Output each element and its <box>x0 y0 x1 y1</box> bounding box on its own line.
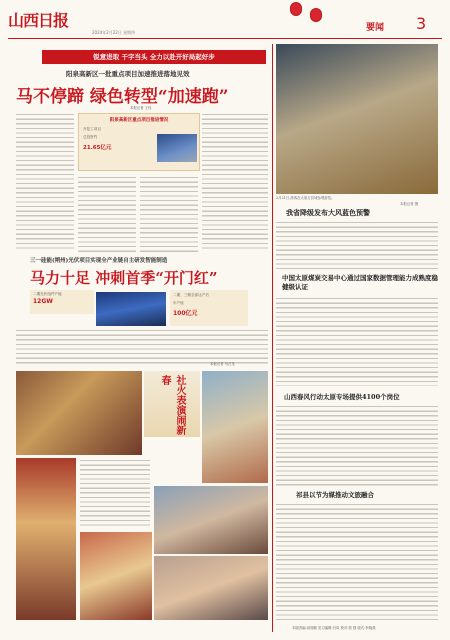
info-row: 年产值 <box>173 301 184 305</box>
lantern-icon <box>310 8 322 22</box>
info-line: 开复工项目 <box>83 127 101 131</box>
performance-photo-3 <box>16 458 76 620</box>
second-reporter: 本报记者 马占龙 <box>210 362 235 366</box>
masthead-rule <box>8 38 442 39</box>
second-info-box-2 <box>170 290 248 326</box>
masthead <box>0 0 450 40</box>
lead-body-col4 <box>202 112 268 252</box>
newspaper-logo: 山西日报 <box>8 11 69 30</box>
info-box-title: 阳泉高新区重点项目推进情况 <box>109 118 169 123</box>
lead-kicker: 阳泉高新区一批重点项目加速推进落地见效 <box>66 70 190 78</box>
lead-body-col1 <box>16 112 74 252</box>
performance-photo-4 <box>154 486 268 554</box>
right-article-2 <box>276 296 438 386</box>
page-number: 3 <box>416 14 427 33</box>
second-body <box>16 328 268 366</box>
lantern-icon <box>290 2 302 16</box>
lead-body-col2 <box>78 175 136 252</box>
right-headline-3: 山西春风行动太原专场提供4100个岗位 <box>284 393 400 401</box>
info-row: 二期光伏组件产能 <box>33 292 62 296</box>
performance-photo-2 <box>202 371 268 483</box>
right-article-3 <box>276 404 438 486</box>
second-headline: 马力十足 冲刺首季“开门红” <box>30 269 218 287</box>
page-footer: 本版责编:高瑞敏 见习编辑:吕凤 校对:郭 强 版式:李晓燕 <box>292 626 376 630</box>
lead-reporter: 本报记者 王伟 <box>130 106 152 110</box>
feature-title: 社火表演闹新春 <box>159 375 185 435</box>
info-value: 12GW <box>33 298 53 305</box>
info-line: 总投资约 <box>83 135 98 139</box>
slogan-text: 锐意进取 干字当头 全力以赴开好局起好步 <box>93 53 215 61</box>
slogan-banner <box>42 50 266 64</box>
feature-caption <box>80 458 150 528</box>
info-row: 二期、三期全部达产后 <box>173 293 209 297</box>
issue-date: 2024年2月22日 星期四 <box>92 30 136 35</box>
performance-photo-1 <box>16 371 142 455</box>
second-kicker: 三一硅能(朔州)光伏项目实现全产业链自主研发智能制造 <box>30 258 168 264</box>
performance-photo-5 <box>80 532 152 620</box>
info-value: 21.65亿元 <box>83 145 112 151</box>
right-headline-4: 祁县以节为媒推动文旅融合 <box>296 491 374 499</box>
second-info-box <box>30 290 94 314</box>
photo-caption: 2月21日,游客在太原古县城参观游览。 <box>276 196 335 200</box>
right-article-4 <box>276 502 438 620</box>
solar-panel-image <box>96 292 166 326</box>
solar-building-image <box>157 134 197 162</box>
feature-title-block <box>144 371 200 437</box>
performance-photo-6 <box>154 556 268 620</box>
lead-info-box <box>78 113 200 171</box>
museum-photo <box>276 44 438 194</box>
right-headline-2: 中国太原煤炭交易中心通过国家数据管理能力成熟度稳健级认证 <box>282 274 438 291</box>
right-headline-1: 我省降级发布大风蓝色预警 <box>286 208 370 217</box>
column-divider <box>272 44 273 632</box>
section-name: 要闻 <box>366 23 385 33</box>
lead-headline: 马不停蹄 绿色转型“加速跑” <box>16 87 229 107</box>
info-value: 100亿元 <box>173 310 198 317</box>
lead-body-col3 <box>140 175 198 252</box>
photo-credit: 本报记者 摄 <box>400 202 419 206</box>
right-article-1 <box>276 220 438 270</box>
